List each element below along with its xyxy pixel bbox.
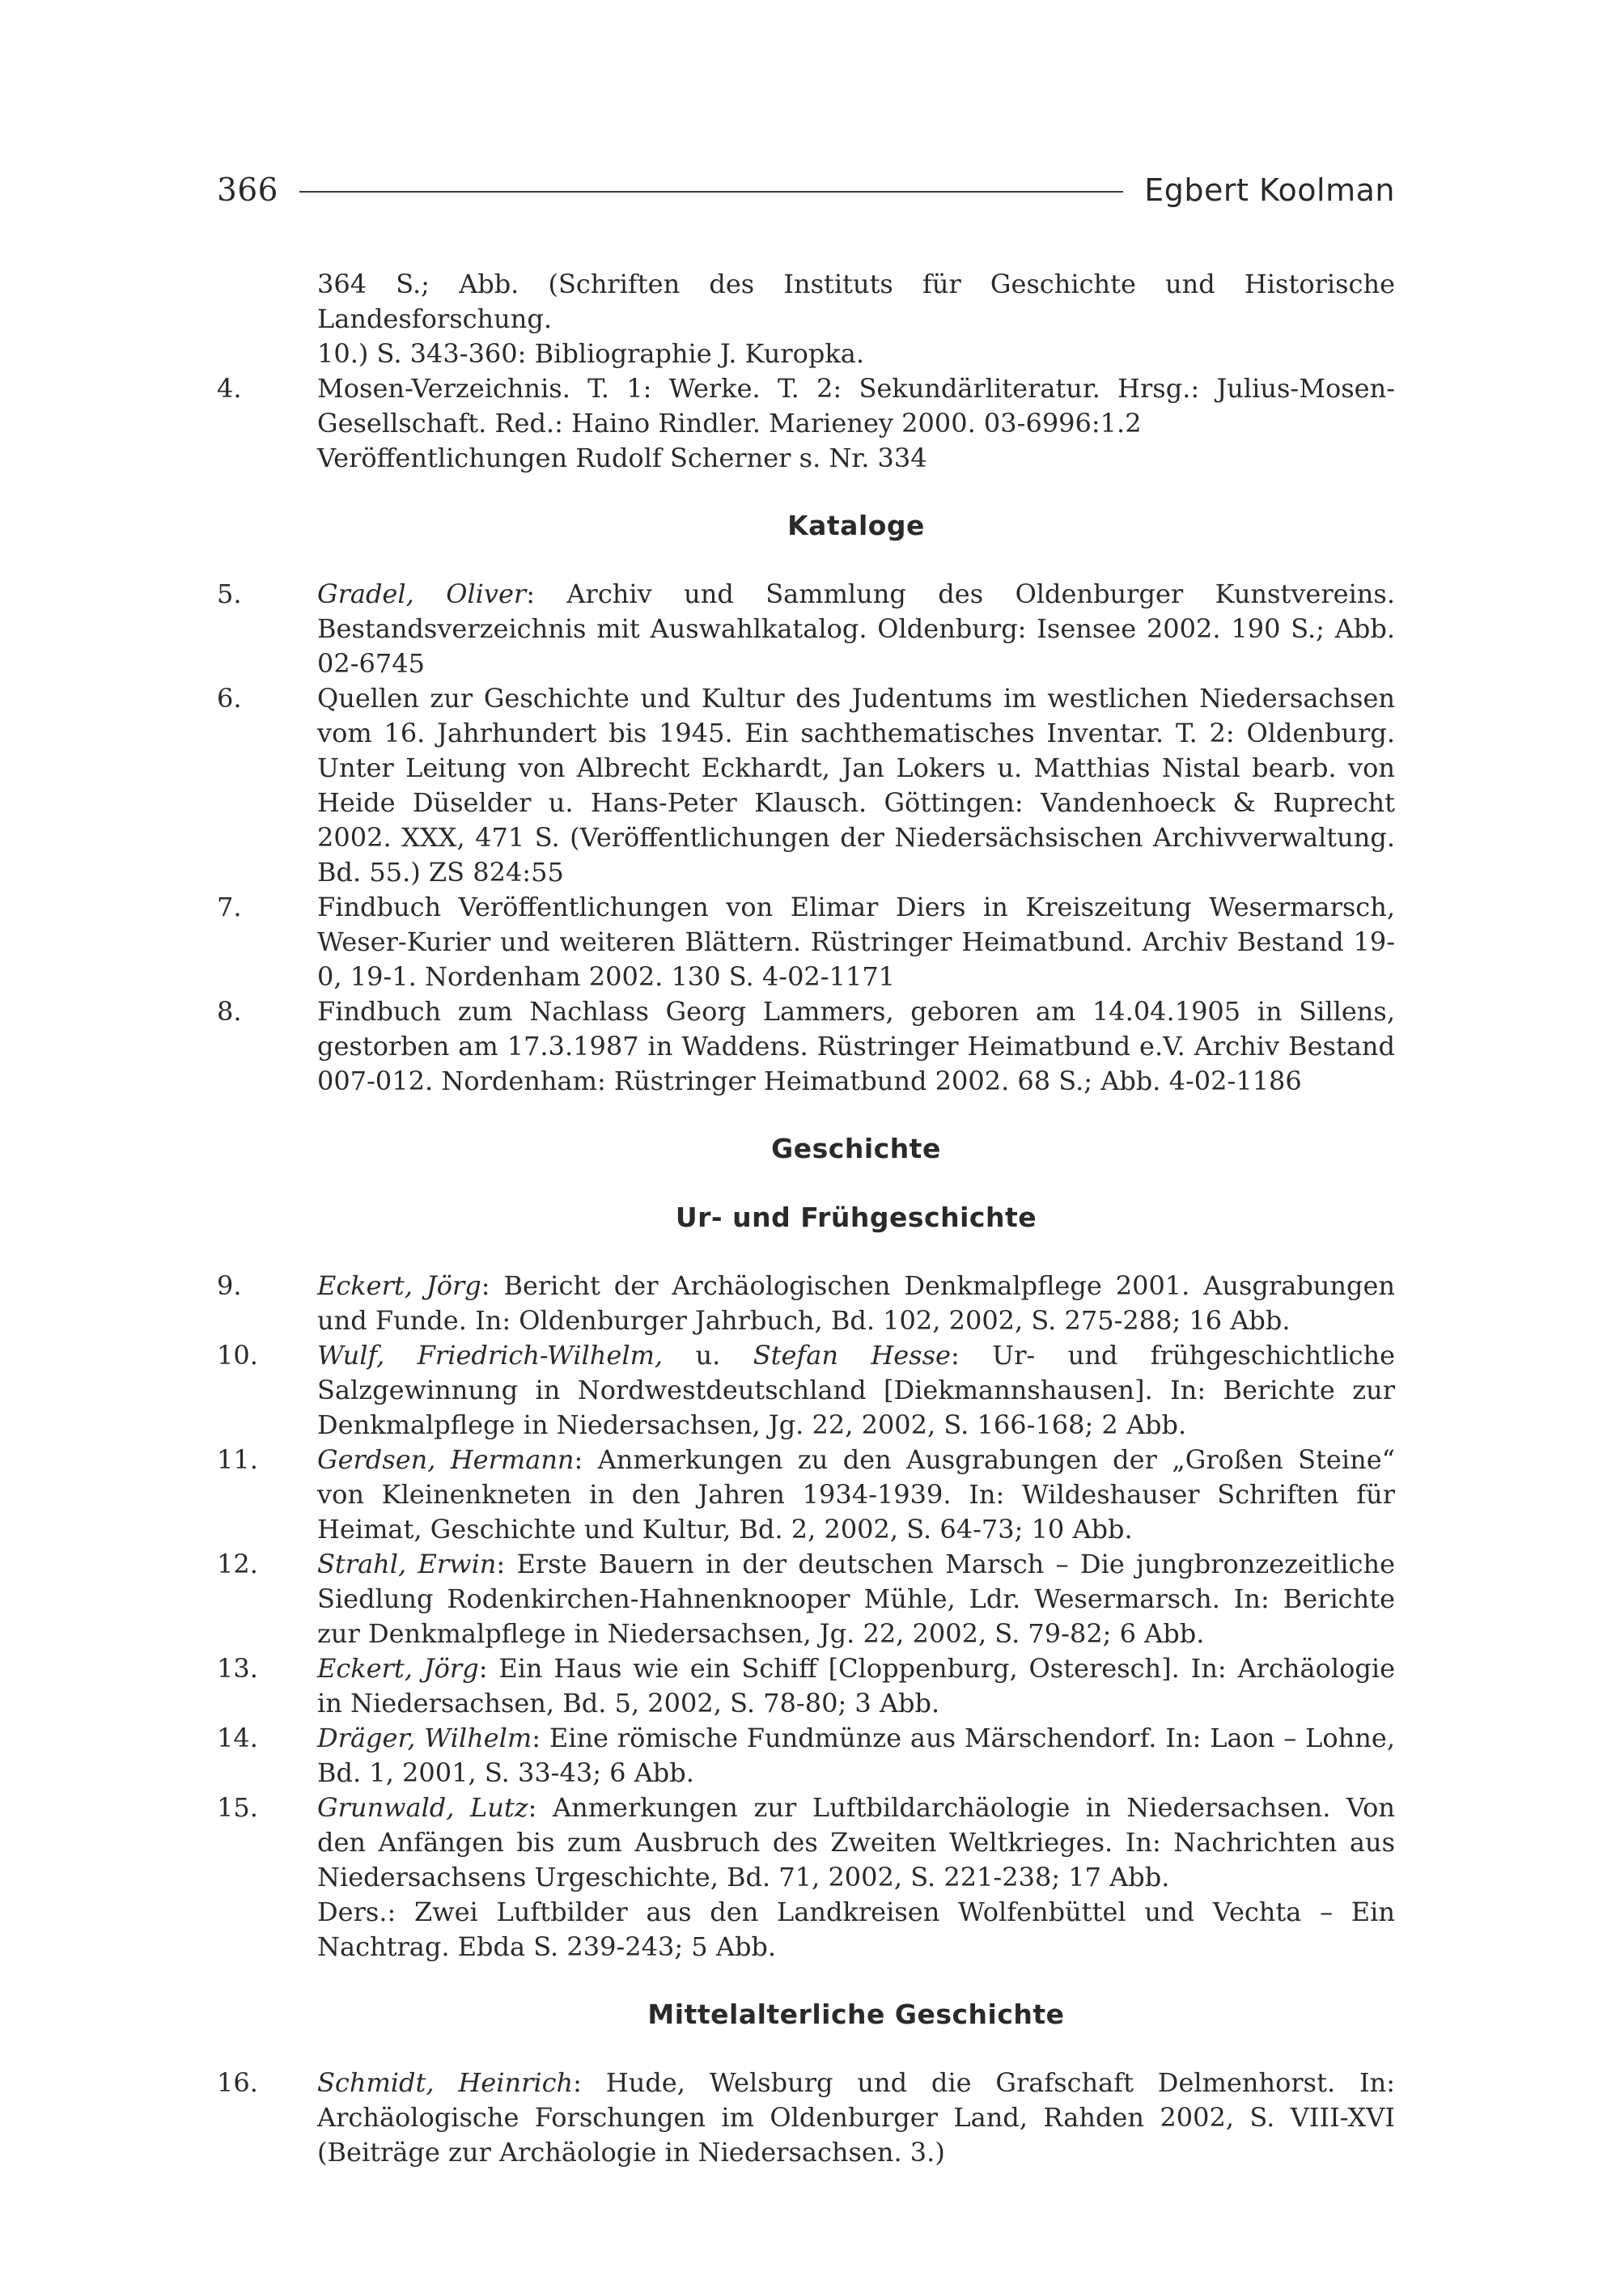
entry-author: Eckert, Jörg [317,1653,479,1684]
continuation-line: 10.) S. 343-360: Bibliographie J. Kuropka. [317,338,865,369]
bibliography-entry [217,890,1395,994]
bibliography-entry [217,371,1395,476]
section-heading: Geschichte [771,1133,941,1164]
entry-text: : Hude, Welsburg und die Grafschaft Delmenhorst. In: Archäologische Forschungen im Oldenburger Land, Rahden 2002, S. VIII-XVI (Beiträge zur Archäologie in Niedersachsen. 3.) [317,2067,1396,2168]
entry-author: Gerdsen, Hermann [317,1444,575,1475]
entry-author: Gradel, Oliver [317,579,527,609]
entry-text: : Eine römische Fundmünze aus Märschendorf. In: Laon – Lohne, Bd. 1, 2001, S. 33-43; 6 Abb. [317,1723,1396,1788]
entry-number: 12. [217,1549,258,1579]
entry-text: : Anmerkungen zu den Ausgrabungen der „Großen Steine“ von Kleinenkneten in den Jahren 1934-1939. In: Wildeshauser Schriften für Heimat, Geschichte und Kultur, Bd. 2, 2002, S. 64-73; 10 Abb. [317,1444,1396,1545]
section-heading: Kataloge [787,510,925,541]
page-number: 366 [217,172,278,209]
entry-number: 10. [217,1340,258,1371]
bibliography-body [217,267,1395,2170]
bibliography-entry [217,1721,1395,1791]
continuation-line: 364 S.; Abb. (Schriften des Instituts für Geschichte und Historische Landesforschung. [317,269,1395,334]
entry-number: 11. [217,1444,258,1475]
bibliography-entry [217,681,1395,890]
entry-text: Quellen zur Geschichte und Kultur des Judentums im westlichen Niedersachsen vom 16. Jahrhundert bis 1945. Ein sachthematisches Inventar. T. 2: Oldenburg. Unter Leitung von Albrecht Eckhardt, Jan Lokers u. Matthias Nistal bearb. von Heide Düselder u. Hans-Peter Klausch. Göttingen: Vandenhoeck & Ruprecht 2002. XXX, 471 S. (Veröffentlichungen der Niedersächsischen Archivverwaltung. Bd. 55.) ZS 824:55 [317,683,1395,888]
entry-number: 15. [217,1792,258,1823]
entry-author: Wulf, Friedrich-Wilhelm, [317,1340,664,1371]
entry-number: 14. [217,1723,258,1753]
entry-addendum: Ders.: Zwei Luftbilder aus den Landkreisen Wolfenbüttel und Vechta – Ein Nachtrag. Ebda S. 239-243; 5 Abb. [317,1897,1395,1962]
subsection-heading: Mittelalterliche Geschichte [647,1998,1065,2030]
entry-text: : Ein Haus wie ein Schiff [Cloppenburg, Osteresch]. In: Archäologie in Niedersachsen, Bd. 5, 2002, S. 78-80; 3 Abb. [317,1653,1396,1719]
entry-text: Findbuch zum Nachlass Georg Lammers, geboren am 14.04.1905 in Sillens, gestorben am 17.3.1987 in Waddens. Rüstringer Heimatbund e.V. Archiv Bestand 007-012. Nordenham: Rüstringer Heimatbund 2002. 68 S.; Abb. 4-02-1186 [317,996,1395,1096]
entry-author-joiner: u. [663,1340,753,1371]
entry-number: 16. [217,2067,258,2098]
entry-number: 6. [217,683,242,714]
entry-author: Grunwald, Lutz [317,1792,528,1823]
running-head-author: Egbert Koolman [1144,172,1395,208]
entry-number: 13. [217,1653,258,1684]
entry-text: : Archiv und Sammlung des Oldenburger Kunstvereins. Bestandsverzeichnis mit Auswahlkatalog. Oldenburg: Isensee 2002. 190 S.; Abb. 02-6745 [317,579,1396,679]
entry-number: 8. [217,996,242,1027]
entry-text: : Anmerkungen zur Luftbildarchäologie in Niedersachsen. Von den Anfängen bis zum Ausbruch des Zweiten Weltkrieges. In: Nachrichten aus Niedersachsens Urgeschichte, Bd. 71, 2002, S. 221-238; 17 Abb. [317,1792,1396,1892]
subsection-heading: Ur- und Frühgeschichte [675,1202,1037,1233]
entry-author: Dräger, Wilhelm [317,1723,532,1753]
entry-text: Findbuch Veröffentlichungen von Elimar Diers in Kreiszeitung Wesermarsch, Weser-Kurier und weiteren Blättern. Rüstringer Heimatbund. Archiv Bestand 19-0, 19-1. Nordenham 2002. 130 S. 4-02-1171 [317,892,1395,992]
entry-number: 7. [217,892,242,922]
entry-number: 5. [217,579,242,609]
header-rule [299,191,1123,193]
bibliography-entry-continuation [217,267,1395,371]
entry-text: : Ur- und frühgeschichtliche Salzgewinnung in Nordwestdeutschland [Diekmannshausen]. In: Berichte zur Denkmalpflege in Niedersachsen, Jg. 22, 2002, S. 166-168; 2 Abb. [317,1340,1396,1440]
entry-text: : Bericht der Archäologischen Denkmalpflege 2001. Ausgrabungen und Funde. In: Oldenburger Jahrbuch, Bd. 102, 2002, S. 275-288; 16 Abb. [317,1270,1396,1336]
entry-coauthor: Stefan Hesse [753,1340,951,1371]
entry-number: 4. [217,373,242,404]
bibliography-entry [217,1338,1395,1443]
entry-author: Schmidt, Heinrich [317,2067,574,2098]
bibliography-entry [217,994,1395,1099]
cross-reference-note: Veröffentlichungen Rudolf Scherner s. Nr. 334 [317,443,927,473]
bibliography-entry [217,1791,1395,1965]
entry-author: Strahl, Erwin [317,1549,497,1579]
entry-number: 9. [217,1270,242,1301]
bibliography-entry [217,1651,1395,1721]
bibliography-entry [217,2066,1395,2170]
bibliography-entry [217,577,1395,681]
bibliography-entry [217,1443,1395,1547]
entry-text: : Erste Bauern in der deutschen Marsch – Die jungbronzezeitliche Siedlung Rodenkirchen-Hahnenknooper Mühle, Ldr. Wesermarsch. In: Berichte zur Denkmalpflege in Niedersachsen, Jg. 22, 2002, S. 79-82; 6 Abb. [317,1549,1396,1649]
bibliography-entry [217,1269,1395,1338]
entry-text: Mosen-Verzeichnis. T. 1: Werke. T. 2: Sekundärliteratur. Hrsg.: Julius-Mosen-Gesellschaft. Red.: Haino Rindler. Marieney 2000. 03-6996:1.2 [317,373,1395,439]
entry-author: Eckert, Jörg [317,1270,481,1301]
bibliography-entry [217,1547,1395,1651]
running-head [217,166,1395,214]
